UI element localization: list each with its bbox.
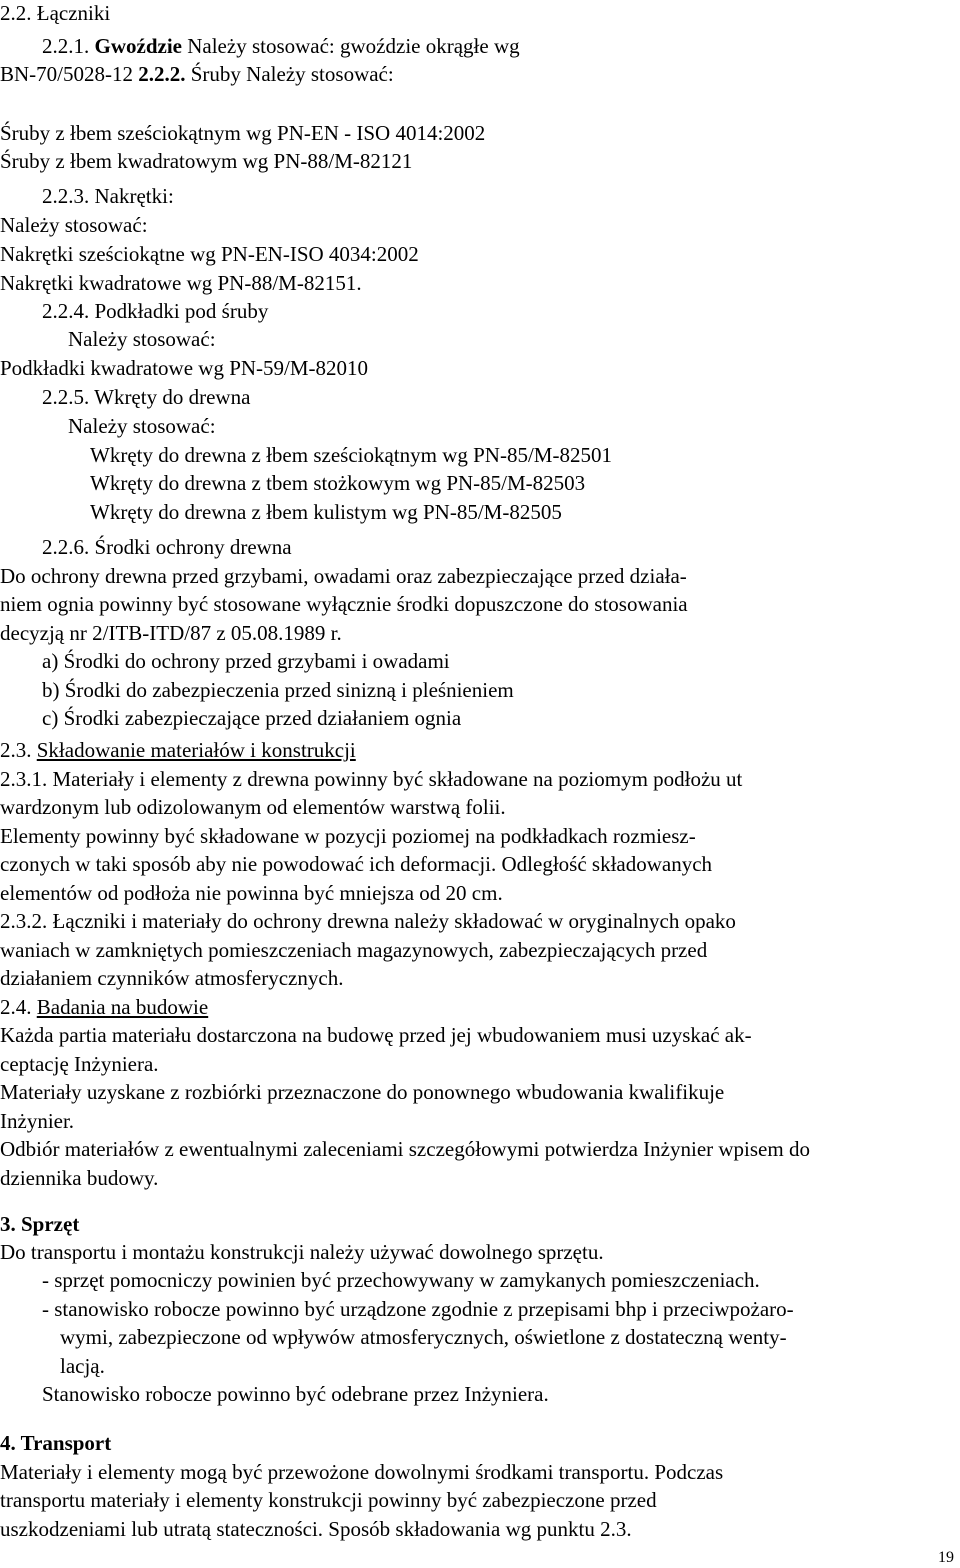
line-2-2-6: 2.2.6. Środki ochrony drewna — [42, 535, 292, 559]
line-transport-2: transportu materiały i elementy konstrukcji powinny być zabezpieczone przed — [0, 1488, 657, 1512]
line-sprzet-5: lacją. — [60, 1354, 105, 1378]
line-2-2-1-part-2: Należy stosować: gwoździe okrągłe wg — [181, 34, 520, 58]
line-sprzet-1: Do transportu i montażu konstrukcji należy używać dowolnego sprzętu. — [0, 1240, 604, 1264]
line-2-3-2: 2.3.2. Łączniki i materiały do ochrony drewna należy składować w oryginalnych opako — [0, 909, 736, 933]
sec-3-heading: 3. Sprzęt — [0, 1212, 80, 1236]
line-nakretki-2: Nakrętki kwadratowe wg PN-88/M-82151. — [0, 271, 362, 295]
line-2-2-1 — [42, 33, 520, 59]
sec-2-3-heading — [0, 737, 356, 763]
line-podkladki: Podkładki kwadratowe wg PN-59/M-82010 — [0, 356, 369, 380]
sec-2-4-heading — [0, 994, 208, 1020]
line-nalezy-3: Należy stosować: — [68, 414, 216, 438]
line-bn-part-0: BN-70/5028-12 — [0, 62, 139, 86]
line-2-2-4: 2.2.4. Podkładki pod śruby — [42, 299, 269, 323]
sec-4-heading: 4. Transport — [0, 1431, 112, 1455]
page-number: 19 — [938, 1549, 954, 1566]
line-ochrona-2: niem ognia powinny być stosowane wyłącznie środki dopuszczone do stosowania — [0, 592, 688, 616]
line-wkrety-3: Wkręty do drewna z łbem kulistym wg PN-85/M-82505 — [90, 500, 562, 524]
line-rozbiorka-2: Inżynier. — [0, 1109, 75, 1133]
line-bn-part-1: 2.2.2. — [138, 62, 186, 86]
line-sprzet-4: wymi, zabezpieczone od wpływów atmosferycznych, oświetlone z dostateczną wenty- — [60, 1325, 787, 1349]
line-odbior-1: Odbiór materiałów z ewentualnymi zaleceniami szczegółowymi potwierdza Inżynier wpisem do — [0, 1137, 810, 1161]
line-odbior-2: dziennika budowy. — [0, 1166, 159, 1190]
line-elementy-3: elementów od podłoża nie powinna być mniejsza od 20 cm. — [0, 881, 503, 905]
line-ochrona-3: decyzją nr 2/ITB-ITD/87 z 05.08.1989 r. — [0, 621, 342, 645]
line-srodki-a: a) Środki do ochrony przed grzybami i owadami — [42, 649, 450, 673]
sec-2-4-heading-part-1: Badania na budowie — [36, 995, 209, 1019]
line-transport-1: Materiały i elementy mogą być przewożone dowolnymi środkami transportu. Podczas — [0, 1460, 724, 1484]
line-nakretki-1: Nakrętki sześciokątne wg PN-EN-ISO 4034:2002 — [0, 242, 419, 266]
line-sprzet-6: Stanowisko robocze powinno być odebrane przez Inżyniera. — [42, 1382, 549, 1406]
line-2-2-3: 2.2.3. Nakrętki: — [42, 184, 174, 208]
line-srodki-c: c) Środki zabezpieczające przed działaniem ognia — [42, 706, 462, 730]
line-elementy-1: Elementy powinny być składowane w pozycji poziomej na podkładkach rozmiesz- — [0, 824, 696, 848]
line-2-2-5: 2.2.5. Wkręty do drewna — [42, 385, 251, 409]
line-srodki-b: b) Środki do zabezpieczenia przed sinizną i pleśnieniem — [42, 678, 514, 702]
sec-2-3-heading-part-0: 2.3. — [0, 738, 37, 762]
line-2-2-1-part-1: Gwoździe — [94, 34, 182, 58]
line-sprzet-2: - sprzęt pomocniczy powinien być przechowywany w zamykanych pomieszczeniach. — [42, 1268, 760, 1292]
line-2-3-2c: działaniem czynników atmosferycznych. — [0, 966, 344, 990]
line-sprzet-3: - stanowisko robocze powinno być urządzone zgodnie z przepisami bhp i przeciwpożaro- — [42, 1297, 794, 1321]
line-bn-part-2: Śruby Należy stosować: — [185, 62, 394, 86]
line-partia-2: ceptację Inżyniera. — [0, 1052, 159, 1076]
line-rozbiorka-1: Materiały uzyskane z rozbiórki przeznaczone do ponownego wbudowania kwalifikuje — [0, 1080, 725, 1104]
line-2-3-2b: waniach w zamkniętych pomieszczeniach magazynowych, zabezpieczających przed — [0, 938, 708, 962]
line-bn — [0, 61, 394, 87]
sec-2-3-heading-part-1: Składowanie materiałów i konstrukcji — [36, 738, 356, 762]
line-partia-1: Każda partia materiału dostarczona na budowę przed jej wbudowaniem musi uzyskać ak- — [0, 1023, 752, 1047]
line-nalezy-2: Należy stosować: — [68, 327, 216, 351]
line-elementy-2: czonych w taki sposób aby nie powodować ich deformacji. Odległość składowanych — [0, 852, 713, 876]
line-sruby-1: Śruby z łbem sześciokątnym wg PN-EN - ISO 4014:2002 — [0, 121, 486, 145]
line-nalezy-1: Należy stosować: — [0, 213, 148, 237]
line-ochrona-1: Do ochrony drewna przed grzybami, owadami oraz zabezpieczające przed działa- — [0, 564, 687, 588]
line-2-2-1-part-0: 2.2.1. — [42, 34, 95, 58]
line-wkrety-2: Wkręty do drewna z tbem stożkowym wg PN-85/M-82503 — [90, 471, 586, 495]
sec-2-4-heading-part-0: 2.4. — [0, 995, 37, 1019]
line-transport-3: uszkodzeniami lub utratą stateczności. Sposób składowania wg punktu 2.3. — [0, 1517, 632, 1541]
line-2-3-1: 2.3.1. Materiały i elementy z drewna powinny być składowane na poziomym podłożu ut — [0, 767, 743, 791]
line-wkrety-1: Wkręty do drewna z łbem sześciokątnym wg PN-85/M-82501 — [90, 443, 612, 467]
line-sruby-2: Śruby z łbem kwadratowym wg PN-88/M-82121 — [0, 149, 413, 173]
sec-2-2-heading: 2.2. Łączniki — [0, 1, 111, 25]
line-2-3-1b: wardzonym lub odizolowanym od elementów warstwą folii. — [0, 795, 506, 819]
